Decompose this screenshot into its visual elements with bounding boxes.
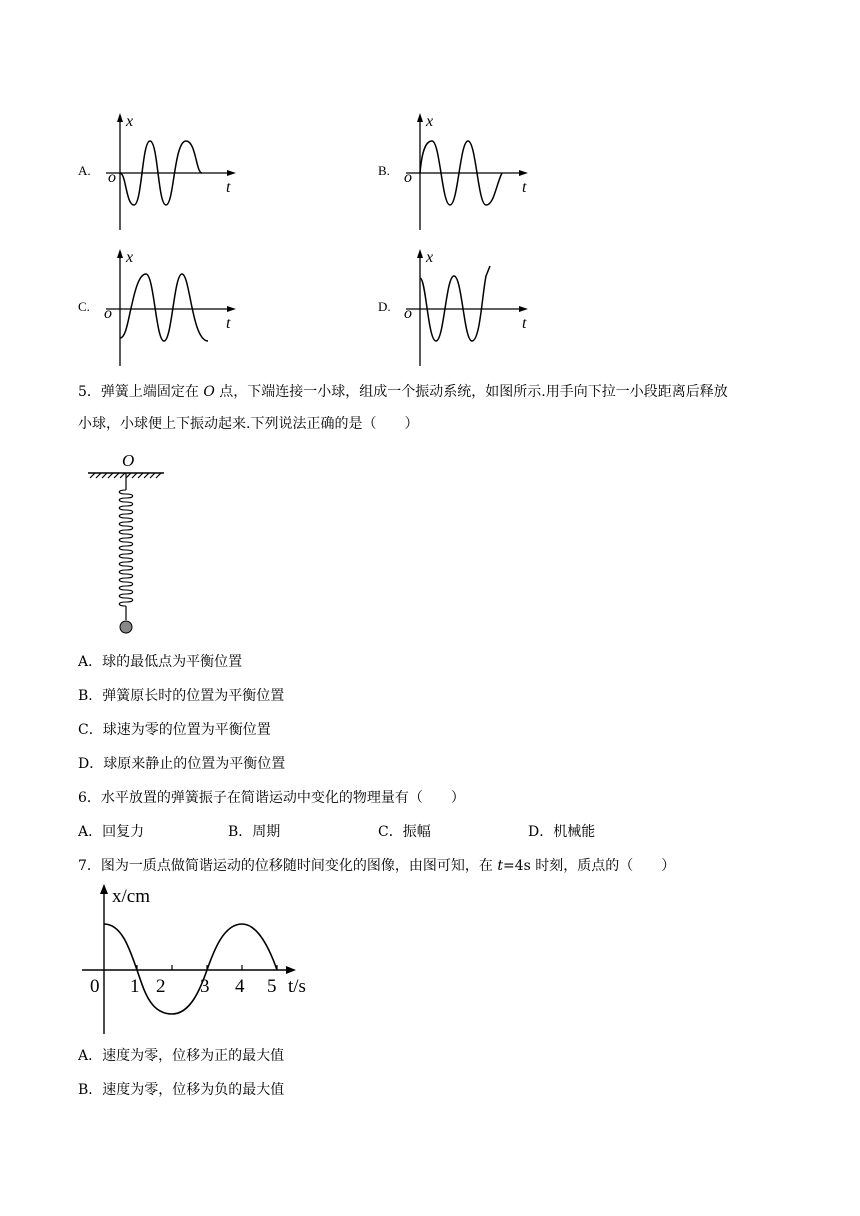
q7-option-b: B．速度为零，位移为负的最大值 [78,1082,285,1098]
option-b-label: B. [378,163,390,178]
t-axis-letter: t [226,315,231,332]
option-c-graph [98,246,238,371]
q7-displacement-graph [78,880,328,1040]
fixed-point-label: O [122,451,135,470]
spring-coil [119,490,133,606]
q5-stem-line1: 5．弹簧上端固定在 O 点，下端连接一小球，组成一个振动系统，如图所示.用手向下拉一小段距离后释放 [78,384,728,400]
x-axis-letter: x [126,113,134,130]
x-axis-label: t/s [288,976,306,997]
q6-option-a: A．回复力 [78,824,145,840]
origin-label: 0 [90,976,100,997]
x-axis-letter: x [126,249,134,266]
q7-option-a: A．速度为零，位移为正的最大值 [78,1048,285,1064]
origin-letter: o [404,305,412,322]
y-axis-label: x/cm [112,886,150,907]
tick-label-3: 3 [200,976,210,997]
wave-curve [420,266,490,341]
t-axis-letter: t [226,179,231,196]
option-d-label: D. [378,299,391,314]
tick-label-2: 2 [156,976,166,997]
q6-option-c: C．振幅 [378,824,431,840]
spring-figure [82,448,172,638]
t-axis-letter: t [522,315,527,332]
ball [120,621,132,633]
option-d-graph [398,246,538,371]
origin-letter: o [108,169,116,186]
q5-stem-line2: 小球，小球便上下振动起来.下列说法正确的是（ ） [78,416,419,432]
q5-option-d: D．球原来静止的位置为平衡位置 [78,756,286,772]
tick-label-5: 5 [267,976,277,997]
option-c-label: C. [78,299,90,314]
origin-letter: o [404,169,412,186]
wave-curve [120,274,208,341]
t-axis-letter: t [522,179,527,196]
tick-label-1: 1 [130,976,140,997]
q6-option-d: D．机械能 [528,824,596,840]
q5-option-b: B．弹簧原长时的位置为平衡位置 [78,688,285,704]
x-axis-letter: x [426,249,434,266]
q5-option-c: C．球速为零的位置为平衡位置 [78,722,271,738]
x-axis-letter: x [426,113,434,130]
q6-option-b: B．周期 [228,824,281,840]
displacement-curve [104,924,277,1014]
option-a-graph [98,110,238,235]
origin-letter: o [104,305,112,322]
option-b-graph [398,110,538,235]
option-a-label: A. [78,163,91,178]
q6-stem: 6．水平放置的弹簧振子在简谐运动中变化的物理量有（ ） [78,790,465,806]
q5-option-a: A．球的最低点为平衡位置 [78,654,243,670]
tick-label-4: 4 [235,976,245,997]
q7-stem: 7．图为一质点做简谐运动的位移随时间变化的图像，由图可知，在 t=4s 时刻，质点的（ ） [78,858,676,874]
